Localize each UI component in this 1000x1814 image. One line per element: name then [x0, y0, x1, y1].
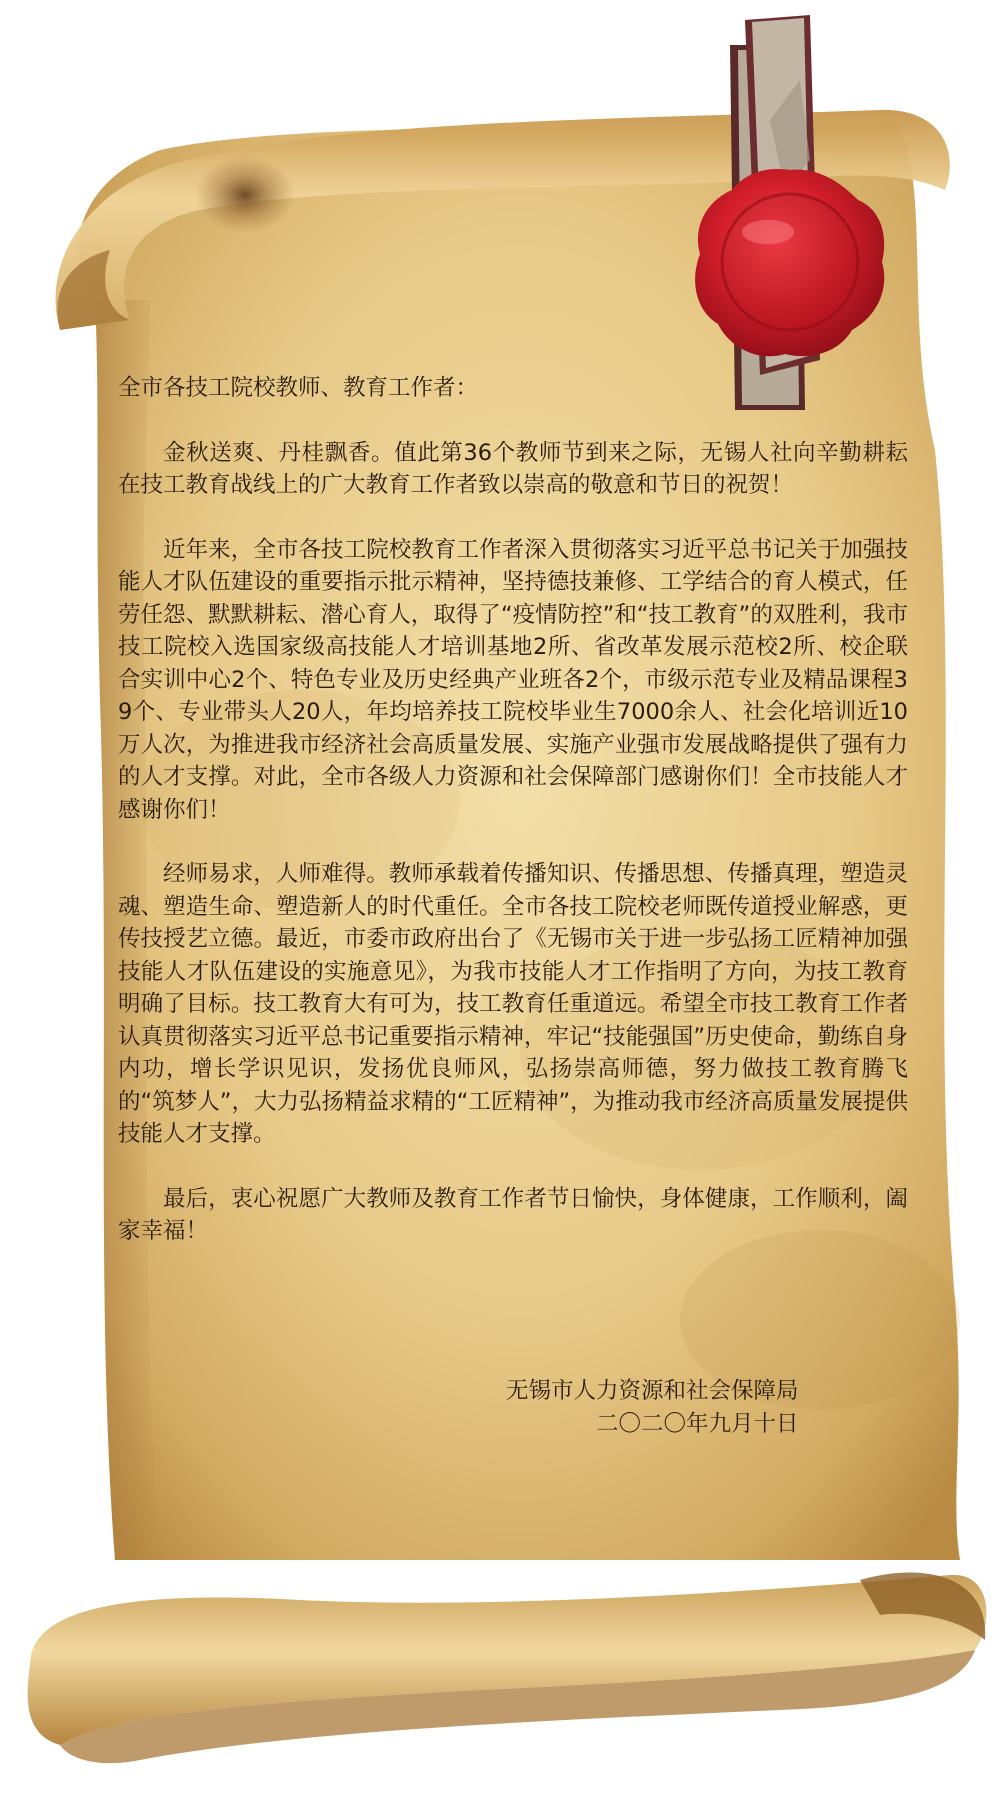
- letter-signature: [506, 1375, 799, 1440]
- signature-date: 二〇二〇年九月十日: [596, 1410, 799, 1437]
- letter-paragraph-4: 最后，衷心祝愿广大教师及教育工作者节日愉快，身体健康，工作顺利，阖家幸福！: [118, 1185, 908, 1244]
- letter-paragraph-2: 近年来，全市各技工院校教育工作者深入贯彻落实习近平总书记关于加强技能人才队伍建设的重要指示批示精神，坚持德技兼修、工学结合的育人模式，任劳任怨、默默耕耘、潜心育人，取得了“疫情防控”和“技工教育”的双胜利，我市技工院校入选国家级高技能人才培训基地2所、省改革发展示范校2所、校企联合实训中心2个、特色专业及历史经典产业班各2个，市级示范专业及精品课程39个、专业带头人20人，年均培养技工院校毕业生7000余人、社会化培训近10万人次，为推进我市经济社会高质量发展、实施产业强市发展战略提供了强有力的人才支撑。对此，全市各级人力资源和社会保障部门感谢你们！全市技能人才感谢你们！: [118, 536, 908, 823]
- letter-salutation: 全市各技工院校教师、教育工作者：: [118, 375, 479, 401]
- letter-paragraph-1: 金秋送爽、丹桂飘香。值此第36个教师节到来之际，无锡人社向辛勤耕耘在技工教育战线上的广大教育工作者致以崇高的敬意和节日的祝贺！: [118, 439, 908, 498]
- signature-organization: 无锡市人力资源和社会保障局: [506, 1378, 799, 1404]
- letter-body: [118, 372, 908, 1280]
- letter-paragraph-3: 经师易求，人师难得。教师承载着传播知识、传播思想、传播真理，塑造灵魂、塑造生命、塑造新人的时代重任。全市各技工院校老师既传道授业解惑，更传技授艺立德。最近，市委市政府出台了《无锡市关于进一步弘扬工匠精神加强技能人才队伍建设的实施意见》，为我市技能人才工作指明了方向，为技工教育明确了目标。技工教育大有可为，技工教育任重道远。希望全市技工教育工作者认真贯彻落实习近平总书记重要指示精神，牢记“技能强国”历史使命，勤练自身内功，增长学识见识，发扬优良师风，弘扬崇高师德，努力做技工教育腾飞的“筑梦人”，大力弘扬精益求精的“工匠精神”，为推动我市经济高质量发展提供技能人才支撑。: [118, 861, 908, 1147]
